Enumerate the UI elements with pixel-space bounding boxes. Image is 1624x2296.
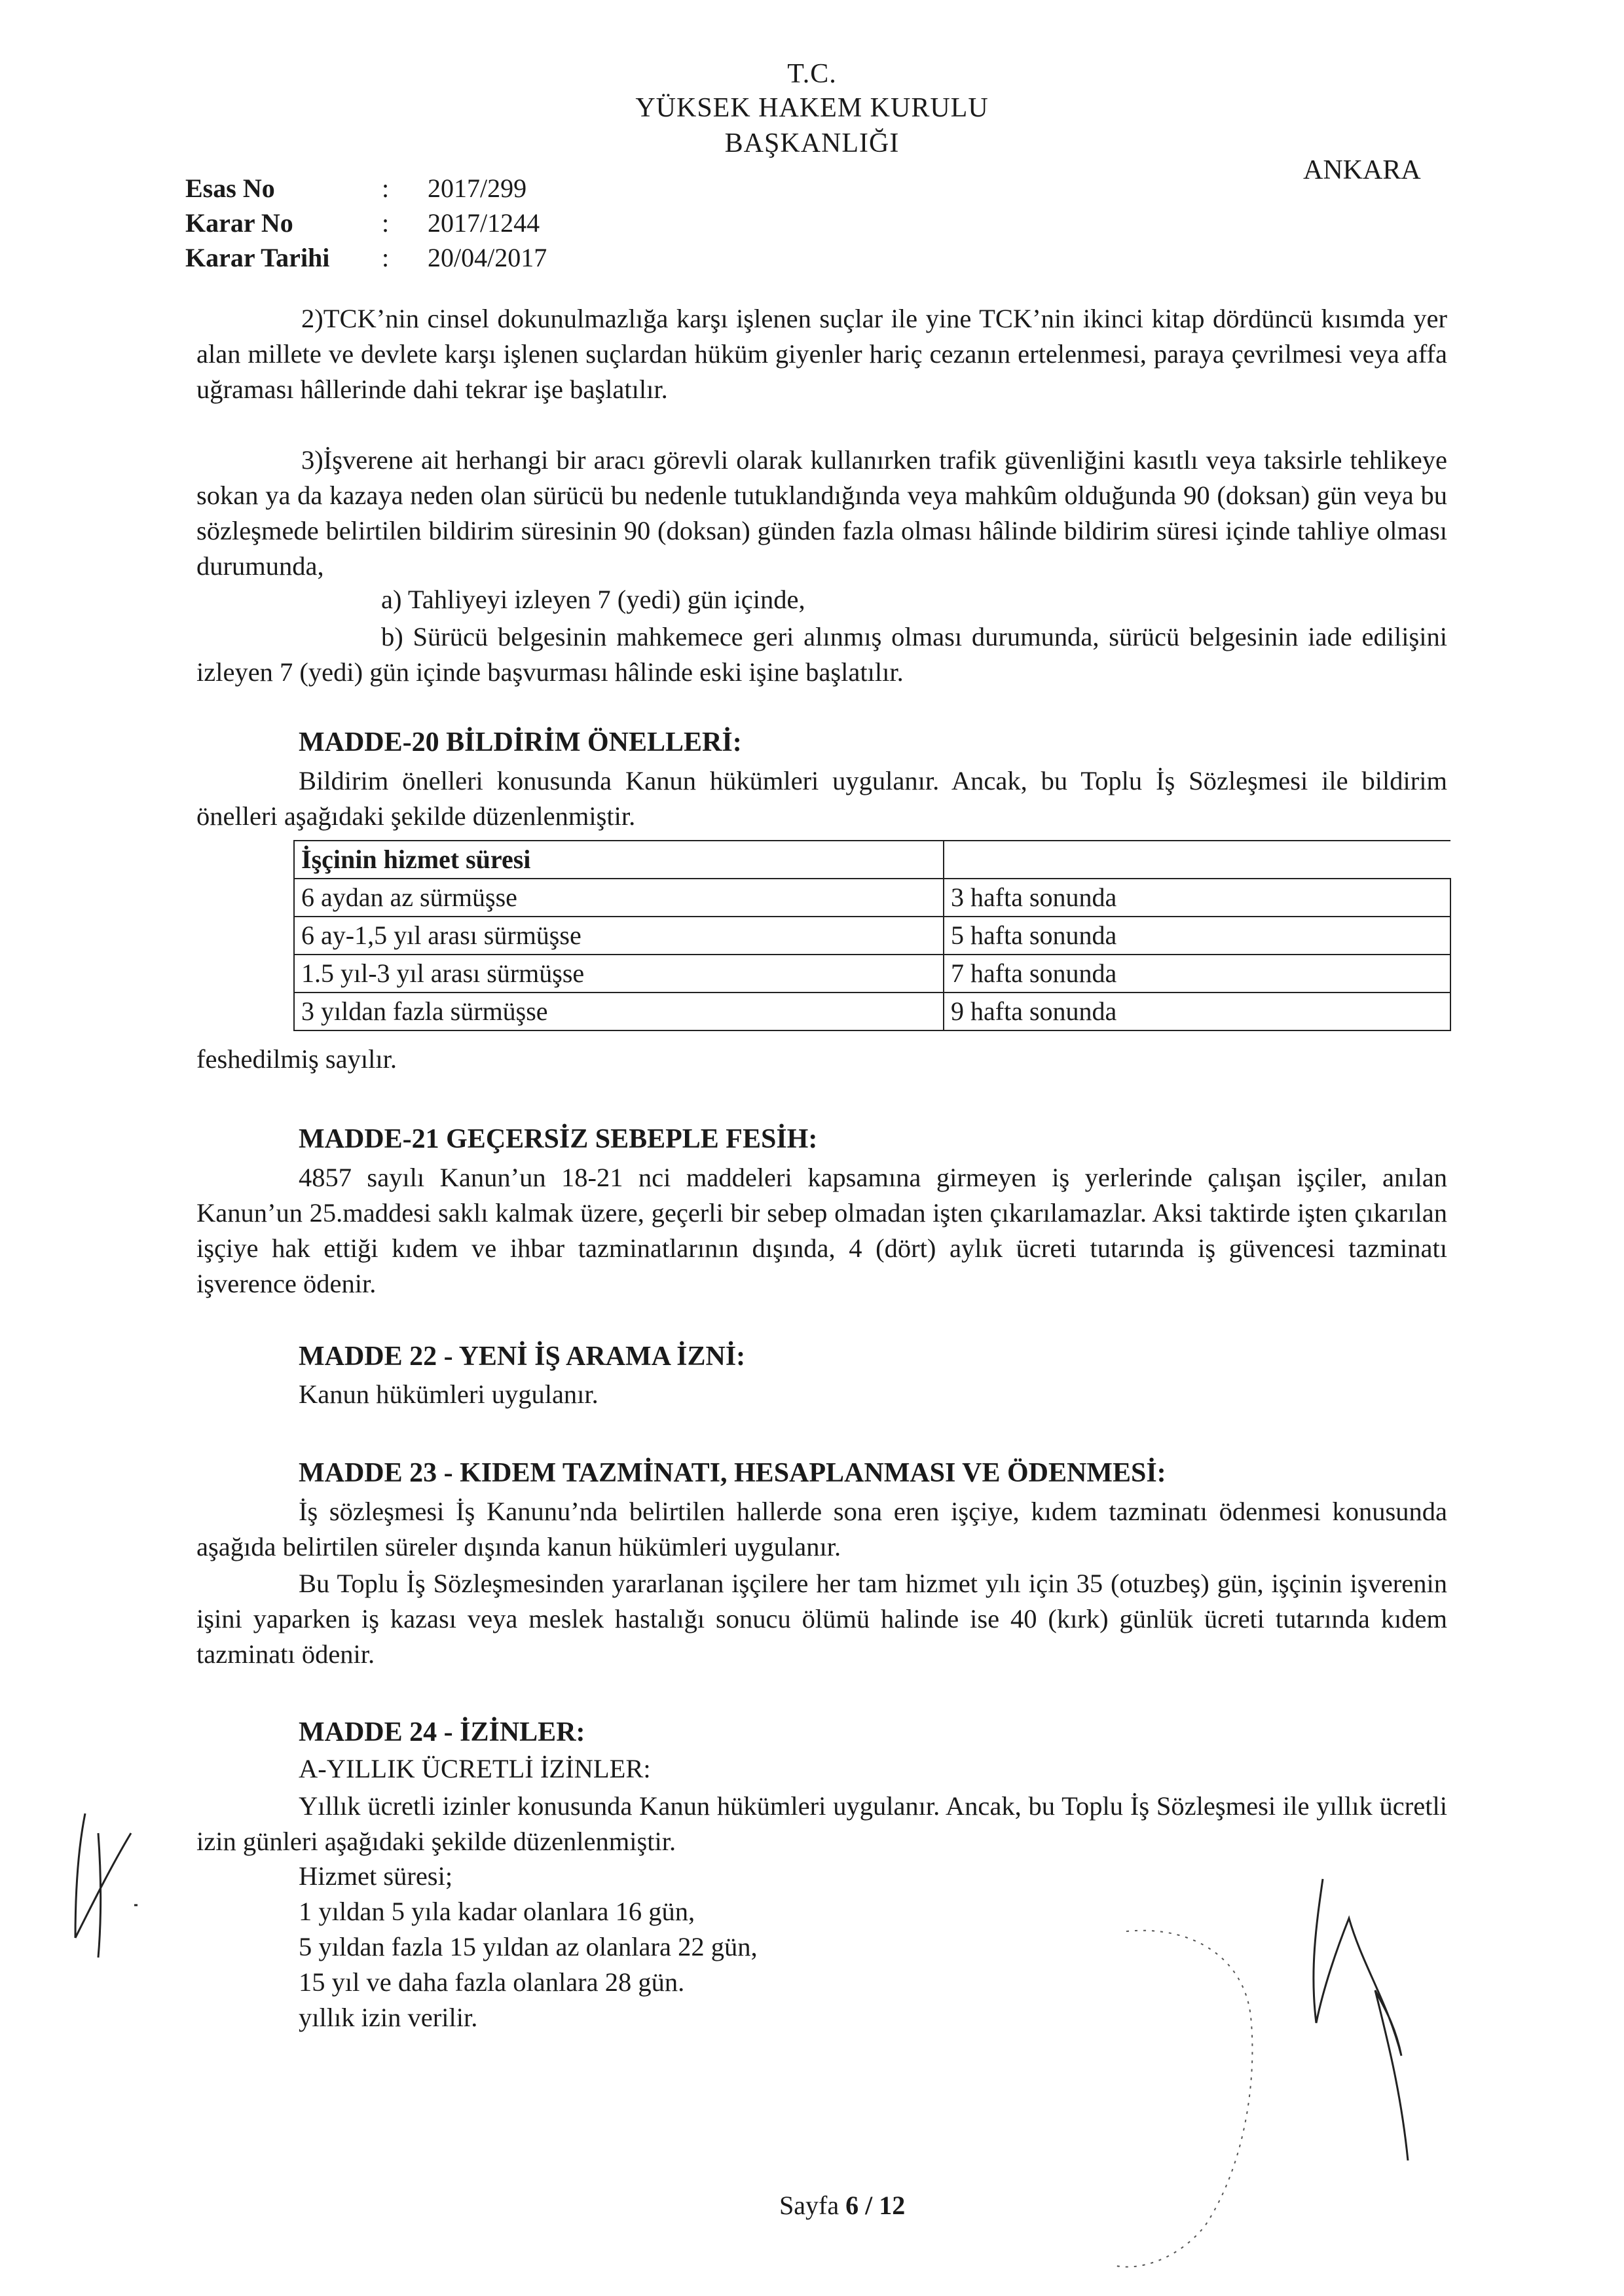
notice-cell: 5 hafta sonunda xyxy=(944,917,1450,955)
madde-23-heading: MADDE 23 - KIDEM TAZMİNATI, HESAPLANMASI VE ÖDENMESİ: xyxy=(299,1458,1166,1488)
notice-cell: 3 hafta sonunda xyxy=(944,879,1450,917)
madde-20-outro: feshedilmiş sayılır. xyxy=(196,1044,397,1074)
paragraph-3a: a) Tahliyeyi izleyen 7 (yedi) gün içinde, xyxy=(381,585,805,614)
table-row xyxy=(294,917,1450,955)
madde-24-subheading: A-YILLIK ÜCRETLİ İZİNLER: xyxy=(299,1754,651,1783)
madde-22-heading: MADDE 22 - YENİ İŞ ARAMA İZNİ: xyxy=(299,1341,746,1372)
table-row xyxy=(294,879,1450,917)
paragraph-3b: b) Sürücü belgesinin mahkemece geri alınmış olması durumunda, sürücü belgesinin iade edilişini izleyen 7 (yedi) gün içinde başvurması hâlinde eski işine başlatılır. xyxy=(196,622,1447,687)
header-presidency: BAŞKANLIĞI xyxy=(724,128,900,158)
stamp-outline xyxy=(1074,1918,1270,2285)
header-tc: T.C. xyxy=(787,59,837,89)
madde-24-line-2: 1 yıldan 5 yıla kadar olanlara 16 gün, xyxy=(299,1897,695,1926)
service-period-cell: 1.5 yıl-3 yıl arası sürmüşse xyxy=(294,955,944,993)
table-row xyxy=(294,955,1450,993)
madde-23-text-2: Bu Toplu İş Sözleşmesinden yararlanan işçilere her tam hizmet yılı için 35 (otuzbeş) gün, işçinin işverenin işini yaparken iş kazası veya meslek hastalığı sonucu ölümü halinde ise 40 (kırk) günlük ücreti tutarında kıdem tazminatı ödenir. xyxy=(196,1569,1447,1669)
left-initials-signature xyxy=(39,1807,151,1971)
header-city: ANKARA xyxy=(1303,155,1421,185)
notice-cell: 7 hafta sonunda xyxy=(944,955,1450,993)
page-separator: / xyxy=(865,2191,873,2220)
madde-23-text-1: İş sözleşmesi İş Kanunu’nda belirtilen hallerde sona eren işçiye, kıdem tazminatı ödenmesi konusunda aşağıda belirtilen süreler dışında kanun hükümleri uygulanır. xyxy=(196,1497,1447,1561)
madde-24-line-1: Hizmet süresi; xyxy=(299,1861,453,1891)
notice-cell: 9 hafta sonunda xyxy=(944,993,1450,1030)
madde-20-intro: Bildirim önelleri konusunda Kanun hükümleri uygulanır. Ancak, bu Toplu İş Sözleşmesi ile bildirim önelleri aşağıdaki şekilde düzenlenmiştir. xyxy=(196,766,1447,831)
madde-24-line-4: 15 yıl ve daha fazla olanlara 28 gün. xyxy=(299,1967,685,1997)
paragraph-2: 2)TCK’nin cinsel dokunulmazlığa karşı işlenen suçlar ile yine TCK’nin ikinci kitap dördüncü kısımda yer alan millete ve devlete karşı işlenen suçlardan hüküm giyenler hariç cezanın ertelenmesi, paraya çevrilmesi veya affa uğraması hâllerinde dahi tekrar işe başlatılır. xyxy=(196,304,1447,404)
madde-21-heading: MADDE-21 GEÇERSİZ SEBEPLE FESİH: xyxy=(299,1124,818,1154)
page-number xyxy=(779,2190,905,2221)
page-total: 12 xyxy=(879,2191,906,2220)
madde-24-line-5: yıllık izin verilir. xyxy=(299,2003,478,2032)
service-period-cell: 6 aydan az sürmüşse xyxy=(294,879,944,917)
notice-table-header: İşçinin hizmet süresi xyxy=(294,841,944,879)
madde-24-text: Yıllık ücretli izinler konusunda Kanun hükümleri uygulanır. Ancak, bu Toplu İş Sözleşmesi ile yıllık ücretli izin günleri aşağıdaki şekilde düzenlenmiştir. xyxy=(196,1791,1447,1856)
madde-20-heading: MADDE-20 BİLDİRİM ÖNELLERİ: xyxy=(299,727,742,757)
right-signature xyxy=(1297,1872,1428,2174)
service-period-cell: 6 ay-1,5 yıl arası sürmüşse xyxy=(294,917,944,955)
page-current: 6 xyxy=(845,2191,859,2220)
table-row xyxy=(294,993,1450,1030)
madde-24-heading: MADDE 24 - İZİNLER: xyxy=(299,1717,585,1747)
madde-21-text: 4857 sayılı Kanun’un 18-21 nci maddeleri kapsamına girmeyen iş yerlerinde çalışan işçiler, anılan Kanun’un 25.maddesi saklı kalmak üzere, geçerli bir sebep olmadan işten çıkarılamazlar. Aksi taktirde işten çıkarılan işçiye hak ettiği kıdem ve ihbar tazminatlarının dışında, 4 (dört) aylık ücreti tutarında iş güvencesi tazminatı işverence ödenir. xyxy=(196,1163,1447,1298)
notice-table-header-empty xyxy=(944,841,1450,879)
madde-22-text: Kanun hükümleri uygulanır. xyxy=(299,1379,599,1409)
madde-24-line-3: 5 yıldan fazla 15 yıldan az olanlara 22 gün, xyxy=(299,1932,758,1961)
header-institution: YÜKSEK HAKEM KURULU xyxy=(635,93,989,123)
notice-table-header-row xyxy=(294,841,1450,879)
service-period-cell: 3 yıldan fazla sürmüşse xyxy=(294,993,944,1030)
notice-period-table xyxy=(293,840,1451,1031)
paragraph-3: 3)İşverene ait herhangi bir aracı görevli olarak kullanırken trafik güvenliğini kasıtlı veya taksirle tehlikeye sokan ya da kazaya neden olan sürücü bu nedenle tutuklandığında veya mahkûm olduğunda 90 (doksan) gün veya bu sözleşmede belirtilen bildirim süresinin 90 (doksan) günden fazla olması hâlinde bildirim süresi içinde tahliye olması durumunda, xyxy=(196,445,1447,581)
page-prefix: Sayfa xyxy=(779,2191,840,2220)
